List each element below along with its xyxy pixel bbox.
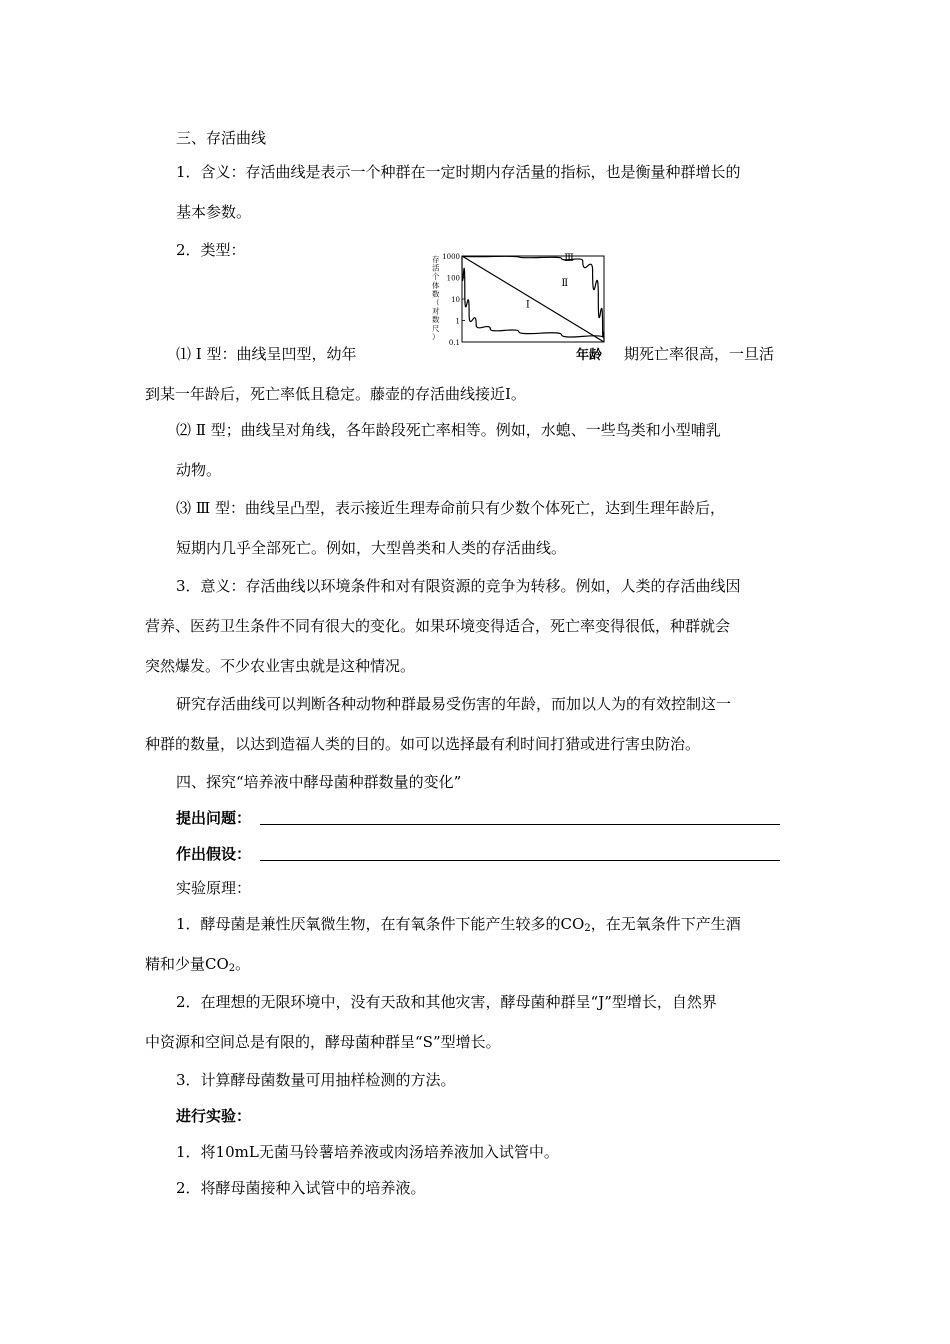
y-tick-label: 1000 — [442, 253, 460, 261]
survivorship-curve-chart — [426, 246, 616, 364]
y-axis-label-char: 数 — [432, 315, 440, 325]
hypothesis-label: 作出假设： — [176, 845, 252, 863]
principle-1-line: 1．酵母菌是兼性厌氧微生物，在有氧条件下能产生较多的$CO_2$，在无氧条件下产生酒 — [176, 915, 741, 934]
series-label-2: Ⅱ — [561, 278, 569, 290]
type-1-line-right: 期死亡率很高，一旦活 — [624, 345, 775, 363]
y-tick-label: 1 — [455, 317, 460, 326]
principle-3-line: 3．计算酵母菌数量可用抽样检测的方法。 — [176, 1071, 456, 1089]
y-tick-label: 0.1 — [448, 339, 460, 347]
y-axis-label-char: 体 — [432, 280, 440, 290]
definition-line-cont: 基本参数。 — [176, 203, 252, 221]
series-label-1: Ⅰ — [525, 299, 530, 311]
experiment-heading: 进行实验： — [176, 1107, 252, 1125]
significance-line: 3．意义：存活曲线以环境条件和对有限资源的竞争为转移。例如，人类的存活曲线因 — [176, 577, 741, 595]
principle-heading: 实验原理： — [176, 879, 252, 897]
type-3-line: ⑶ Ⅲ 型：曲线呈凸型，表示接近生理寿命前只有少数个体死亡，达到生理年龄后， — [176, 499, 726, 517]
step-1-line: 1．将10mL无菌马铃薯培养液或肉汤培养液加入试管中。 — [176, 1143, 559, 1161]
principle-2-line-cont: 中资源和空间总是有限的，酵母菌种群呈“S”型增长。 — [145, 1033, 501, 1051]
y-axis-label-char: （ — [432, 298, 440, 307]
section-3-heading: 三、存活曲线 — [176, 129, 267, 147]
x-axis-label: 年龄 — [576, 348, 603, 363]
series-curve-2 — [462, 256, 604, 342]
ask-question-label: 提出问题： — [176, 809, 252, 827]
ask-question-blank[interactable] — [260, 824, 780, 825]
section-4-heading: 四、探究“培养液中酵母菌种群数量的变化” — [176, 773, 462, 791]
type-1-line-cont: 到某一年龄后，死亡率低且稳定。藤壶的存活曲线接近Ⅰ。 — [145, 385, 526, 403]
type-2-line-cont: 动物。 — [176, 461, 222, 479]
step-2-line: 2．将酵母菌接种入试管中的培养液。 — [176, 1179, 426, 1197]
research-line: 研究存活曲线可以判断各种动物种群最易受伤害的年龄，而加以人为的有效控制这一 — [176, 695, 732, 713]
y-tick-label: 100 — [446, 274, 460, 283]
definition-line: 1．含义：存活曲线是表示一个种群在一定时期内存活量的指标，也是衡量种群增长的 — [176, 163, 741, 181]
type-3-line-cont: 短期内几乎全部死亡。例如，大型兽类和人类的存活曲线。 — [176, 539, 567, 557]
hypothesis-blank[interactable] — [260, 860, 780, 861]
y-axis-label-char: 对 — [432, 306, 440, 316]
significance-line-3: 突然爆发。不少农业害虫就是这种情况。 — [145, 657, 416, 675]
y-axis-label-char: 尺 — [432, 323, 440, 333]
y-tick-label: 10 — [451, 296, 460, 304]
y-axis-label — [432, 254, 440, 341]
y-axis-label-char: 存 — [432, 255, 440, 264]
types-heading: 2．类型： — [176, 241, 246, 259]
principle-2-line: 2．在理想的无限环境中，没有天敌和其他灾害，酵母菌种群呈“J”型增长，自然界 — [176, 993, 717, 1011]
principle-1-line-cont: 精和少量$CO_2$。 — [145, 955, 251, 974]
type-1-line: ⑴ Ⅰ 型：曲线呈凹型，幼年 — [176, 345, 357, 363]
significance-line-2: 营养、医药卫生条件不同有很大的变化。如果环境变得适合，死亡率变得很低，种群就会 — [145, 617, 731, 635]
y-axis-label-char: 活 — [432, 263, 440, 273]
research-line-cont: 种群的数量，以达到造福人类的目的。如可以选择最有利时间打猎或进行害虫防治。 — [145, 735, 701, 753]
y-axis-label-char: 个 — [432, 272, 440, 282]
series-label-3: Ⅲ — [564, 253, 574, 264]
y-axis-label-char: 数 — [432, 289, 440, 299]
type-2-line: ⑵ Ⅱ 型；曲线呈对角线，各年龄段死亡率相等。例如，水螅、一些鸟类和小型哺乳 — [176, 421, 721, 439]
y-axis-label-char: ） — [432, 332, 440, 342]
